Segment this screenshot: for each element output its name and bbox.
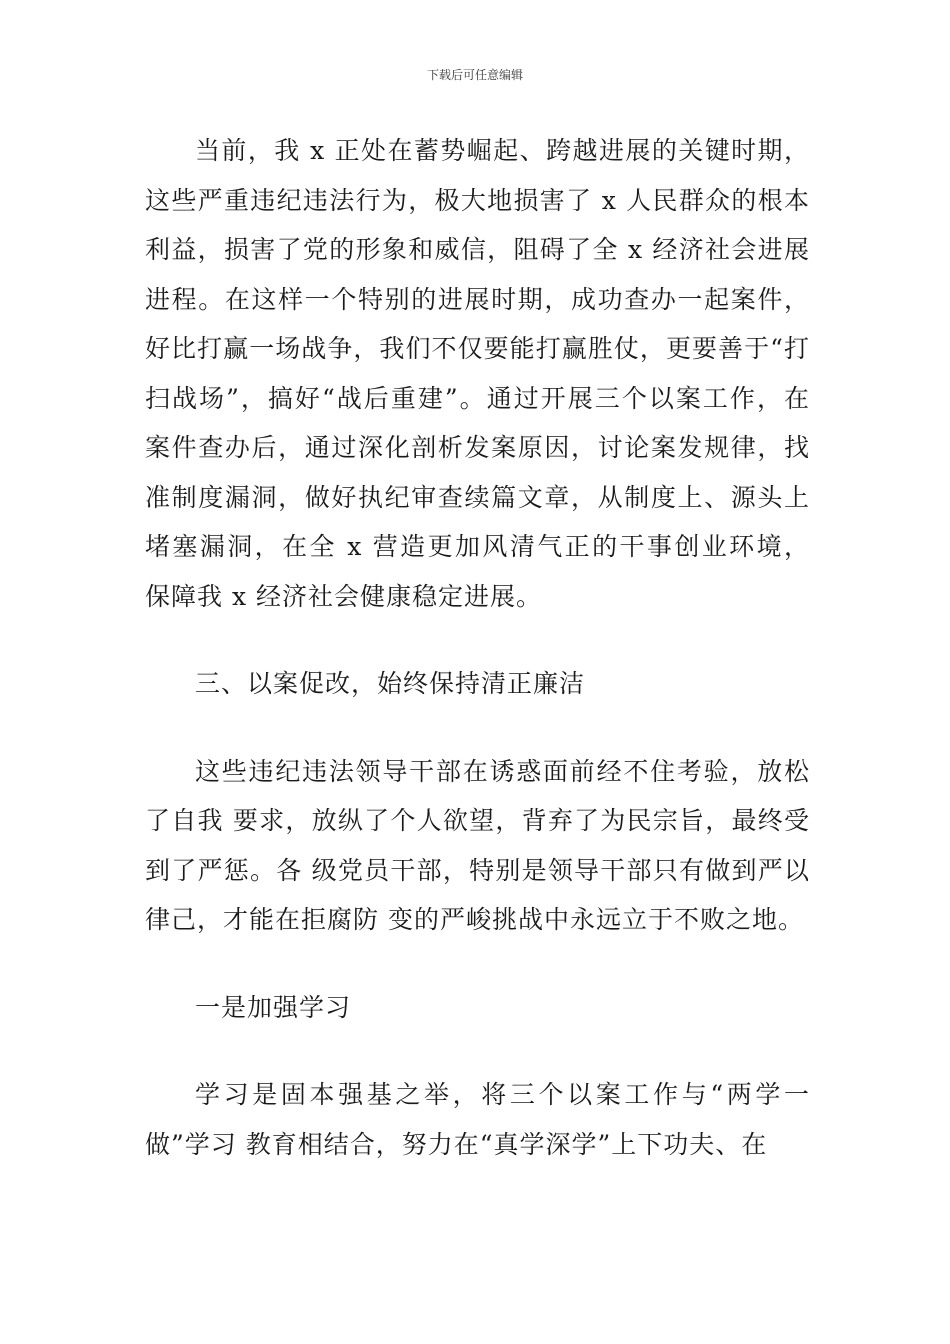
page-header: 下载后可任意编辑	[426, 68, 523, 82]
body-paragraph: 当前，我 x 正处在蓄势崛起、跨越进展的关键时期，这些严重违纪违法行为，极大地损害了 x 人民群众的根本利益，损害了党的形象和威信，阻碍了全 x 经济社会进展进程。在这样一个特别的进展时期，成功查办一起案件，好比打赢一场战争，我们不仅要能打赢胜仗，更要善于“打扫战场”，搞好“战后重建”。通过开展三个以案工作，在案件查办后，通过深化剖析发案原因，讨论案发规律，找准制度漏洞，做好执纪审查续篇文章，从制度上、源头上堵塞漏洞，在全 x 营造更加风清气正的干事创业环境， 保障我 x 经济社会健康稳定进展。	[145, 136, 810, 611]
section-heading: 三、以案促改，始终保持清正廉洁	[195, 669, 586, 698]
body-paragraph: 这些违纪违法领导干部在诱惑面前经不住考验，放松了自我 要求，放纵了个人欲望，背弃了为民宗旨，最终受到了严惩。各 级党员干部，特别是领导干部只有做到严以律己，才能在拒腐防 变的严峻挑战中永远立于不败之地。	[145, 756, 810, 934]
body-paragraph: 学习是固本强基之举，将三个以案工作与“两学一做”学习 教育相结合，努力在“真学深学”上下功夫、在	[145, 1080, 810, 1159]
document-body	[145, 126, 810, 1169]
subsection-heading: 一是加强学习	[195, 992, 352, 1022]
